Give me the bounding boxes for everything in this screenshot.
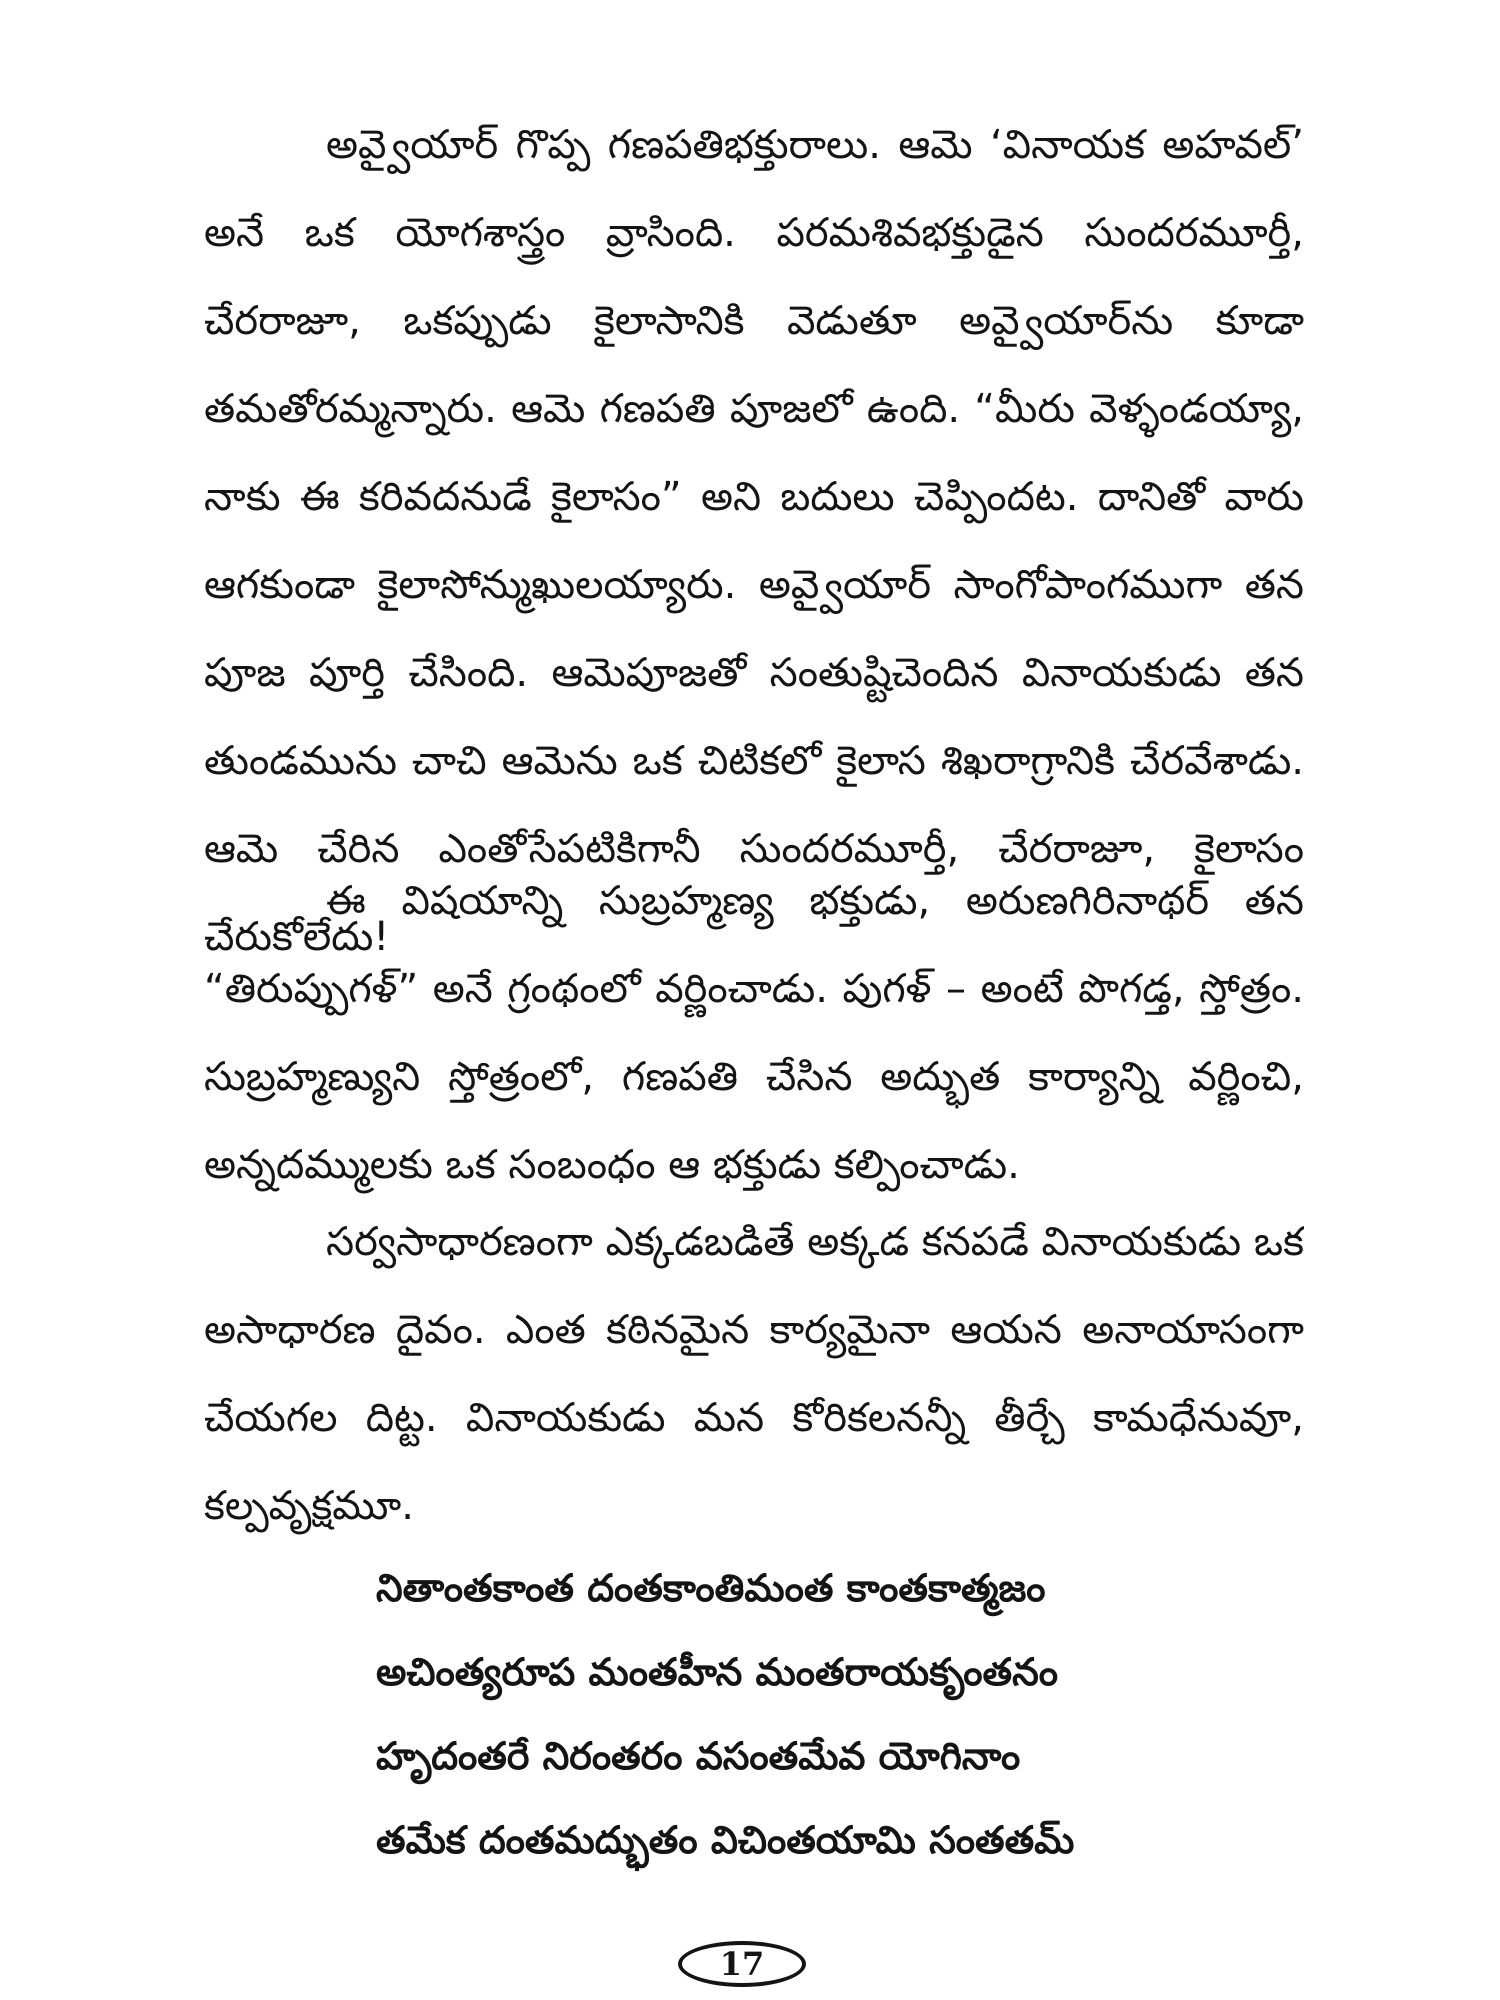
page-number: 17 <box>678 1941 806 1987</box>
text-line: అవ్వైయార్ గొప్ప గణపతిభక్తురాలు. ఆమె ‘వినాయక అహవల్’ <box>326 122 1304 168</box>
text-line: కల్పవృక్షమూ. <box>204 1483 414 1529</box>
text-line: “తిరుప్పుగళ్” అనే గ్రంథంలో వర్ణించాడు. పుగళ్ – అంటే పొగడ్త, స్తోత్రం. <box>204 966 1304 1012</box>
text-line: సర్వసాధారణంగా ఎక్కడబడితే అక్కడ కనపడే వినాయకుడు ఒక <box>326 1219 1304 1265</box>
text-line: ఈ విషయాన్ని సుబ్రహ్మణ్య భక్తుడు, అరుణగిరినాథర్ తన <box>326 878 1304 924</box>
text-line: ఆగకుండా కైలాసోన్ముఖులయ్యారు. అవ్వైయార్ సాంగోపాంగముగా తన <box>204 562 1304 608</box>
text-line: అన్నదమ్ములకు ఒక సంబంధం ఆ భక్తుడు కల్పించాడు. <box>204 1142 1020 1188</box>
verse-line: నితాంతకాంత దంతకాంతిమంత కాంతకాత్మజం <box>376 1566 1046 1610</box>
verse-line: అచింత్యరూప మంతహీన మంతరాయకృంతనం <box>376 1650 1059 1694</box>
text-line: తమతోరమ్మన్నారు. ఆమె గణపతి పూజలో ఉంది. “మీరు వెళ్ళండయ్యా, <box>204 386 1304 432</box>
text-line: ఆమె చేరిన ఎంతోసేపటికిగానీ సుందరమూర్తీ, చేరరాజూ, కైలాసం <box>204 826 1304 872</box>
text-line: అసాధారణ దైవం. ఎంత కఠినమైన కార్యమైనా ఆయన అనాయాసంగా <box>204 1307 1304 1353</box>
verse-line: తమేక దంతమద్భుతం విచింతయామి సంతతమ్ <box>376 1818 1075 1862</box>
text-line: చేరరాజూ, ఒకప్పుడు కైలాసానికి వెడుతూ అవ్వైయార్‌ను కూడా <box>204 298 1304 344</box>
sanskrit-verse <box>376 1546 1116 1882</box>
text-line: అనే ఒక యోగశాస్త్రం వ్రాసింది. పరమశివభక్తుడైన సుందరమూర్తీ, <box>204 210 1304 256</box>
paragraph-arunagirinathar <box>204 857 1304 1209</box>
text-line: చేయగల దిట్ట. వినాయకుడు మన కోరికలనన్నీ తీర్చే కామధేనువూ, <box>204 1395 1304 1441</box>
paragraph-vinayaka <box>204 1198 1304 1550</box>
text-line: నాకు ఈ కరివదనుడే కైలాసం” అని బదులు చెప్పిందట. దానితో వారు <box>204 474 1304 520</box>
text-line: సుబ్రహ్మణ్యుని స్తోత్రంలో, గణపతి చేసిన అద్భుత కార్యాన్ని వర్ణించి, <box>204 1054 1304 1100</box>
text-line: పూజ పూర్తి చేసింది. ఆమెపూజతో సంతుష్టిచెందిన వినాయకుడు తన <box>204 650 1304 696</box>
paragraph-avvaiyar <box>204 101 1304 981</box>
text-line: తుండమును చాచి ఆమెను ఒక చిటికలో కైలాస శిఖరాగ్రానికి చేరవేశాడు. <box>204 738 1304 784</box>
verse-line: హృదంతరే నిరంతరం వసంతమేవ యోగినాం <box>376 1734 1021 1778</box>
text-line: చేరుకోలేదు! <box>204 914 390 960</box>
